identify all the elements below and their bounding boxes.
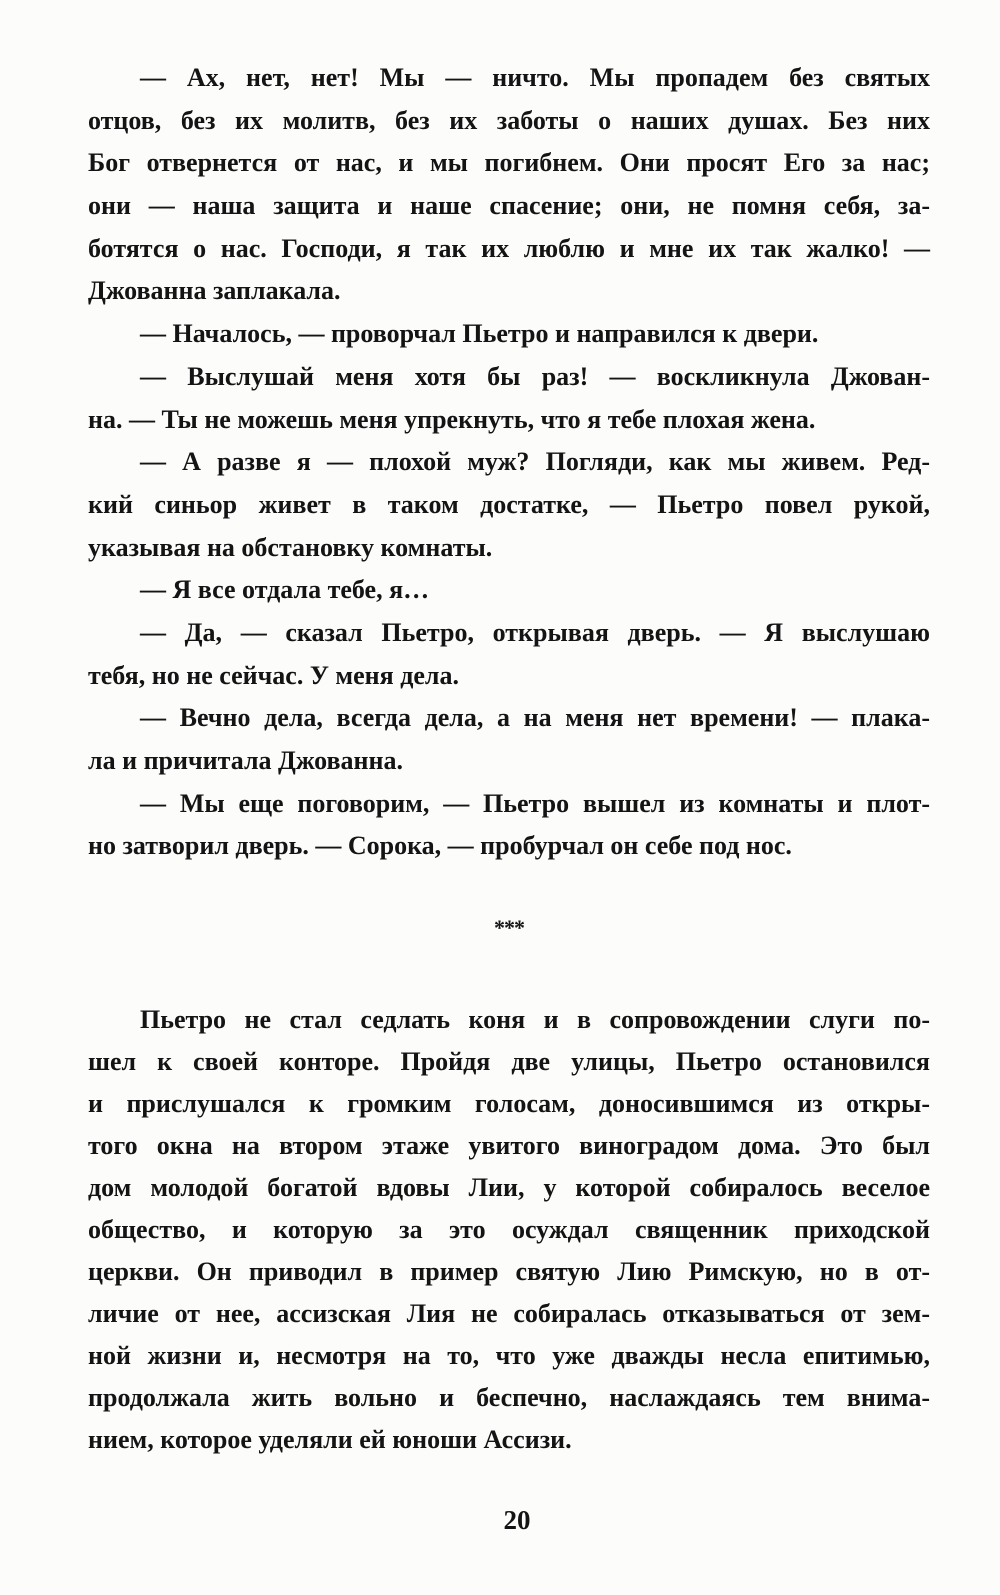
text-line: Джованна заплакала.: [88, 276, 341, 306]
text-line: — Мы еще поговорим, — Пьетро вышел из комнаты и плот-: [140, 788, 930, 818]
text-line: — Началось, — проворчал Пьетро и направился к двери.: [140, 319, 819, 349]
text-line: — А разве я — плохой муж? Погляди, как мы живем. Ред-: [140, 447, 930, 477]
text-line: — Я все отдала тебе, я…: [140, 575, 430, 605]
text-line: они — наша защита и наше спасение; они, не помня себя, за-: [88, 191, 930, 221]
text-line: нием, которое уделяли ей юноши Ассизи.: [88, 1425, 572, 1454]
text-line: на. — Ты не можешь меня упрекнуть, что я тебе плохая жена.: [88, 404, 816, 434]
text-line: дом молодой богатой вдовы Лии, у которой собиралось веселое: [88, 1173, 930, 1202]
text-line: — Выслушай меня хотя бы раз! — воскликнула Джован-: [140, 361, 930, 391]
text-line: отцов, без их молитв, без их заботы о наших душах. Без них: [88, 105, 930, 135]
text-line: Бог отвернется от нас, и мы погибнем. Они просят Его за нас;: [88, 148, 930, 178]
text-line: продолжала жить вольно и беспечно, наслаждаясь тем внима-: [88, 1383, 930, 1412]
text-line: — Да, — сказал Пьетро, открывая дверь. — Я выслушаю: [140, 617, 930, 647]
text-line: шел к своей конторе. Пройдя две улицы, Пьетро остановился: [88, 1047, 930, 1076]
text-line: общество, и которую за это осуждал священник приходской: [88, 1215, 930, 1244]
text-line: указывая на обстановку комнаты.: [88, 532, 493, 562]
text-line: церкви. Он приводил в пример святую Лию Римскую, но в от-: [88, 1257, 930, 1286]
text-line: кий синьор живет в таком достатке, — Пьетро повел рукой,: [88, 489, 930, 519]
text-line: того окна на втором этаже увитого виноградом дома. Это был: [88, 1131, 930, 1160]
text-line: — Вечно дела, всегда дела, а на меня нет времени! — плака-: [140, 703, 930, 733]
text-line: Пьетро не стал седлать коня и в сопровождении слуги по-: [140, 1005, 930, 1034]
text-line: — Ах, нет, нет! Мы — ничто. Мы пропадем без святых: [140, 63, 930, 92]
text-line: личие от нее, ассизская Лия не собиралась отказываться от зем-: [88, 1299, 930, 1328]
dialogue-section: [88, 57, 930, 868]
text-line: ботятся о нас. Господи, я так их люблю и мне их так жалко! —: [88, 233, 930, 263]
section-separator: ***: [494, 915, 524, 940]
text-line: тебя, но не сейчас. У меня дела.: [88, 660, 459, 690]
text-line: ной жизни и, несмотря на то, что уже дважды несла епитимью,: [88, 1341, 930, 1370]
text-line: и прислушался к громким голосам, доносившимся из откры-: [88, 1089, 930, 1118]
text-line: ла и причитала Джованна.: [88, 746, 403, 775]
page-number: 20: [503, 1505, 531, 1535]
narrative-paragraph: [88, 999, 930, 1461]
text-line: но затворил дверь. — Сорока, — пробурчал он себе под нос.: [88, 831, 792, 861]
